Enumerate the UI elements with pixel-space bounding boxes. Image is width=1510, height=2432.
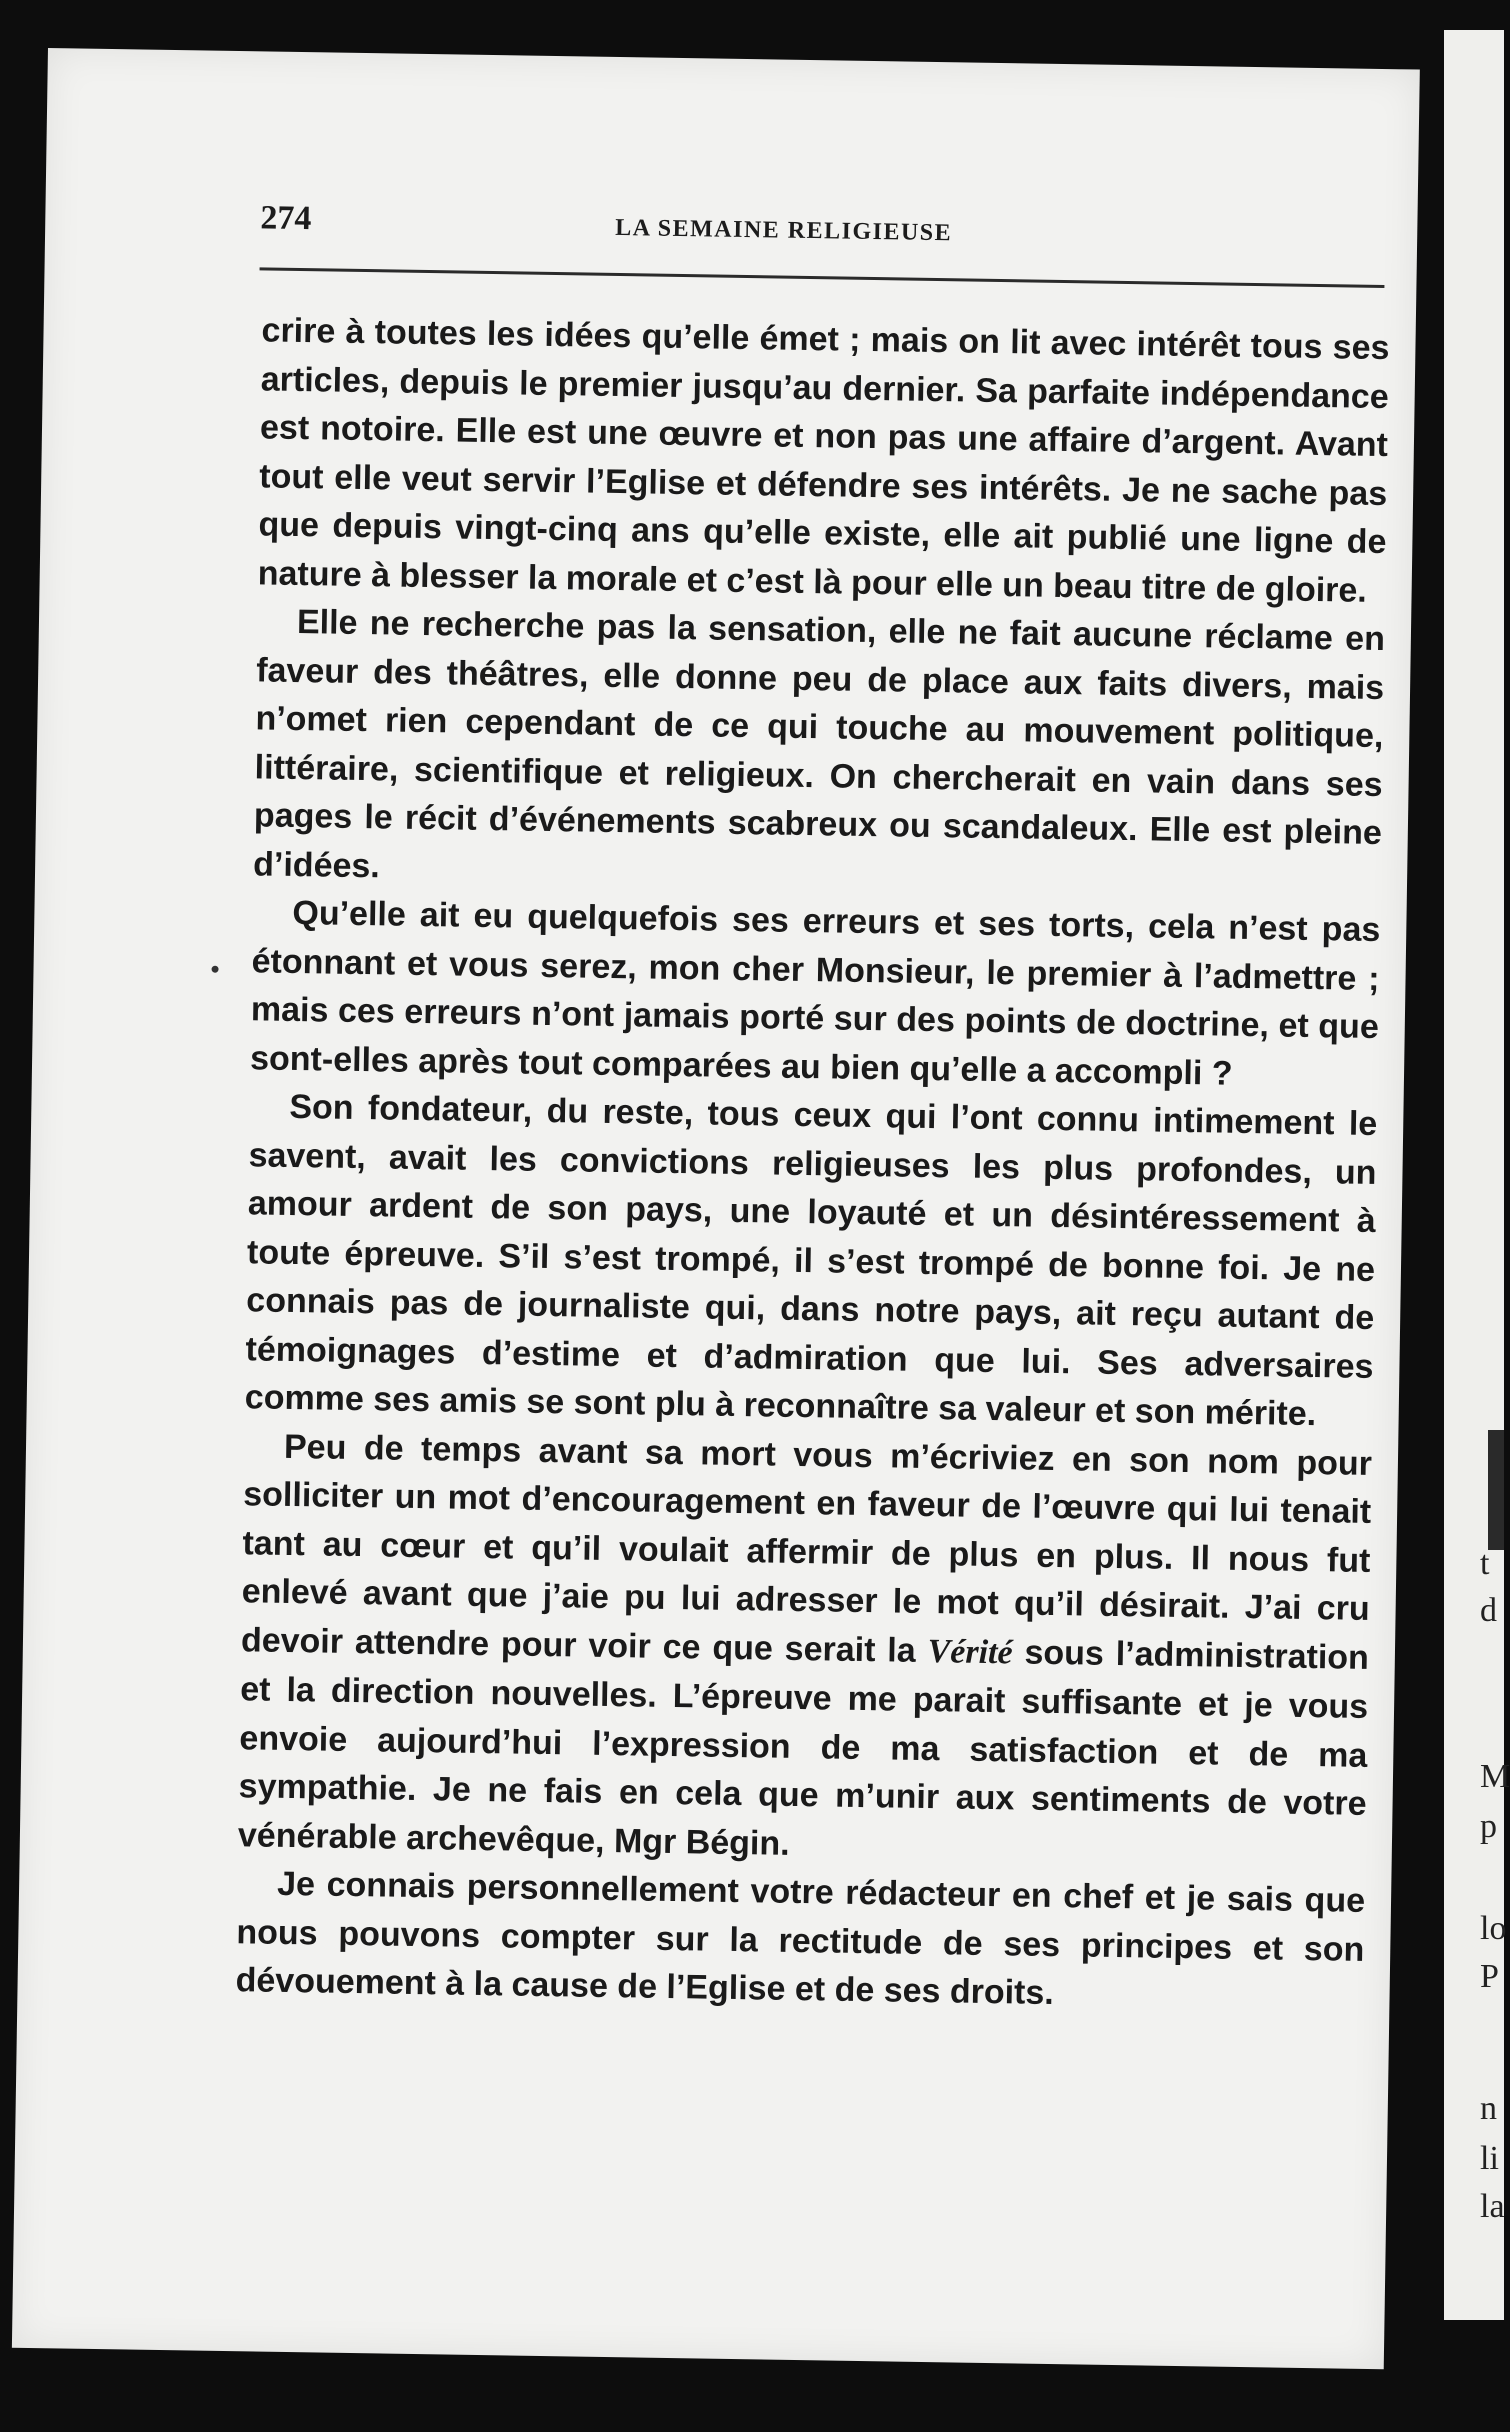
- adjacent-fragment: n: [1480, 2090, 1497, 2127]
- adjacent-fragment: t: [1480, 1545, 1490, 1582]
- adjacent-fragment: li: [1480, 2140, 1499, 2177]
- paragraph-3: Qu’elle ait eu quelquefois ses erreurs et ses torts, cela n’est pas étonnant et vous serez, mon cher Monsieur, le premier à l’admettre ; mais ces erreurs n’ont jamais porté sur des points de doctrine, et que sont-elles après tout comparées au bien qu’elle a accompli ?: [249, 893, 1381, 1093]
- adjacent-fragment: P: [1480, 1958, 1499, 1995]
- paragraph-4: Son fondateur, du reste, tous ceux qui l’ont connu intimement le savent, avait les convictions religieuses les plus profondes, un amour ardent de son pays, une loyauté et un désintéressement à toute épreuve. S’il s’est trompé, il s’est trompé de bonne foi. Je ne connais pas de journaliste qui, dans notre pays, ait reçu autant de témoignages d’estime et d’admiration que lui. Ses adversaires comme ses amis se sont plu à reconnaître sa valeur et son mérite.: [244, 1087, 1378, 1434]
- header-rule: [260, 267, 1385, 288]
- adjacent-fragment: d: [1480, 1592, 1497, 1629]
- adjacent-page-mark: [1488, 1430, 1504, 1550]
- adjacent-fragment: p: [1480, 1808, 1497, 1845]
- paragraph-5: [238, 1422, 1373, 1877]
- adjacent-fragment: lo: [1480, 1910, 1507, 1947]
- adjacent-page-edge: [1444, 30, 1510, 2320]
- adjacent-fragment: la: [1480, 2188, 1505, 2225]
- paragraph-5-part-2: sous l’administration et la direction nouvelles. L’épreuve me parait suffisante et je vous envoie aujourd’hui l’expression de ma satisfaction et de ma sympathie. Je ne fais en cela que m’unir aux sentiments de votre vénérable archevêque, Mgr Bégin.: [237, 1633, 1370, 1863]
- paragraph-6: Je connais personnellement votre rédacteur en chef et je sais que nous pouvons compter sur la rectitude de ses principes et son dévouement à la cause de l’Eglise et de ses droits.: [235, 1864, 1366, 2013]
- newspaper-title: Vérité: [927, 1632, 1013, 1671]
- margin-mark: [211, 966, 218, 973]
- paragraph-5-part-1: Peu de temps avant sa mort vous m’écriviez en son nom pour solliciter un mot d’encouragement en faveur de l’œuvre qui lui tenait tant au cœur et qu’il voulait affermir de plus en plus. Il nous fut enlevé avant que j’aie pu lui adresser le mot qu’il désirait. J’ai cru devoir attendre pour voir ce que serait la: [240, 1427, 1373, 1670]
- body-text: [235, 306, 1390, 2022]
- paragraph-2: Elle ne recherche pas la sensation, elle ne fait aucune réclame en faveur des théâtres, elle donne peu de place aux faits divers, mais n’omet rien cependant de ce qui touche au mouvement politique, littéraire, scientifique et religieux. On chercherait en vain dans ses pages le récit d’événements scabreux ou scandaleux. Elle est pleine d’idées.: [252, 602, 1386, 885]
- adjacent-fragment: M: [1480, 1758, 1510, 1795]
- paragraph-1: crire à toutes les idées qu’elle émet ; mais on lit avec intérêt tous ses articles, depuis le premier jusqu’au dernier. Sa parfaite indépendance est notoire. Elle est une œuvre et non pas une affaire d’argent. Avant tout elle veut servir l’Eglise et défendre ses intérêts. Je ne sache pas que depuis vingt-cinq ans qu’elle existe, elle ait publié une ligne de nature à blesser la morale et c’est là pour elle un beau titre de gloire.: [257, 311, 1390, 610]
- running-title: LA SEMAINE RELIGIEUSE: [615, 214, 953, 247]
- book-page: [12, 48, 1420, 2369]
- page-number: 274: [260, 199, 312, 238]
